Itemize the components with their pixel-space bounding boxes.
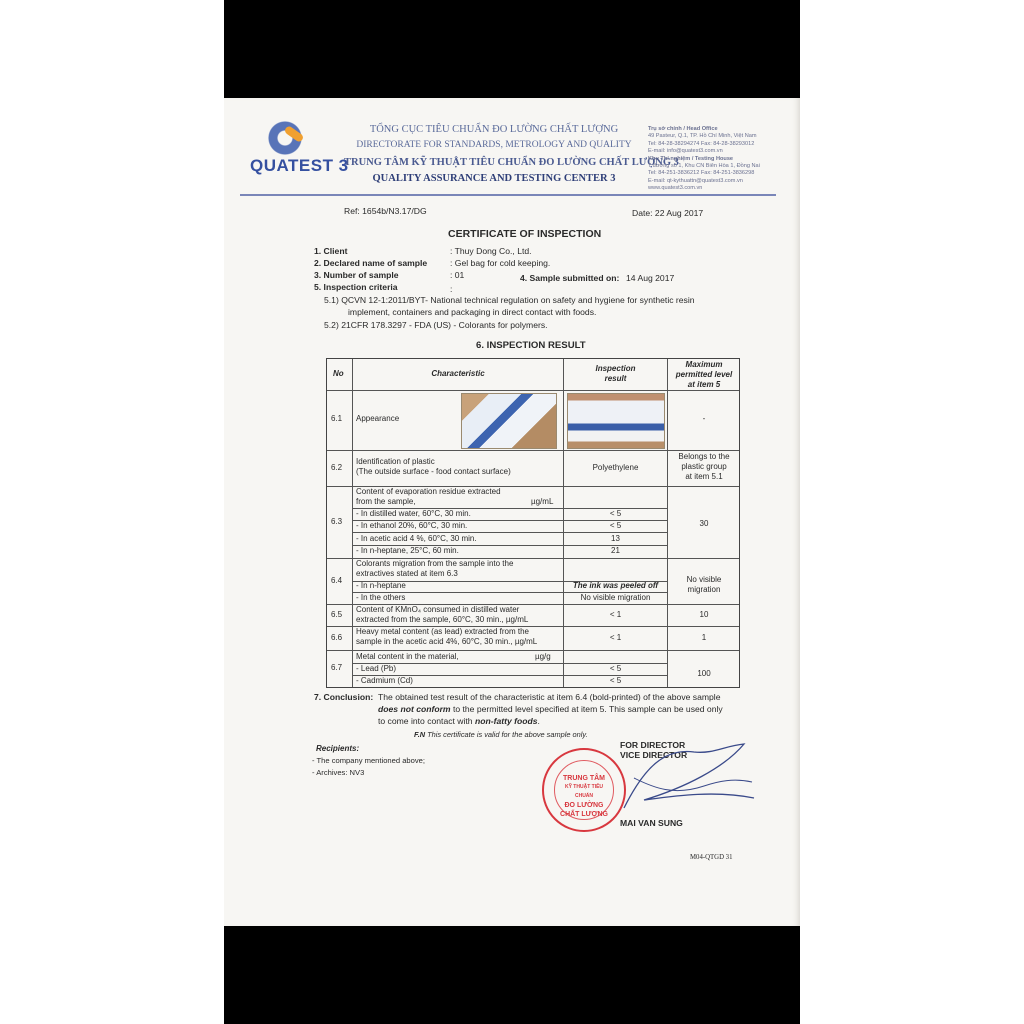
conclusion-label: 7. Conclusion: xyxy=(314,692,374,702)
inspection-result-title: 6. INSPECTION RESULT xyxy=(476,340,586,351)
row-6-3-val2: < 5 xyxy=(609,521,622,530)
header-address-block xyxy=(648,126,798,193)
row-6-5-char-line1: Content of KMnO₄ consumed in distilled water xyxy=(356,605,520,614)
recipient-item: - Archives: NV3 xyxy=(312,768,365,777)
row-6-5-char-line2: extracted from the sample, 60°C, 30 min., µg/mL xyxy=(356,615,529,624)
col-header-result-line1: Inspection xyxy=(595,364,636,373)
conclusion-line3-end: . xyxy=(537,716,540,726)
footnote-label: F.N xyxy=(414,730,426,739)
header-en-line2: QUALITY ASSURANCE AND TESTING CENTER 3 xyxy=(372,173,616,184)
col-header-max-line3: at item 5 xyxy=(687,380,721,389)
signatory-name: MAI VAN SUNG xyxy=(620,818,683,828)
col-header-result-line2: result xyxy=(604,374,627,383)
row-6-4-val2: No visible migration xyxy=(580,593,651,602)
row-6-3-val3: 13 xyxy=(611,534,620,543)
form-code: M04-QTGD 31 xyxy=(690,854,733,861)
row-6-4-sub2: - In the others xyxy=(356,593,406,602)
col-header-max-line1: Maximum xyxy=(685,360,723,369)
row-6-2-max-line2: plastic group xyxy=(681,462,727,471)
reference-number: Ref: 1654b/N3.17/DG xyxy=(344,206,427,216)
conclusion-non-fatty: non-fatty foods xyxy=(474,716,538,726)
address-line: 7 đường số 1, Khu CN Biên Hòa 1, Đồng Nai xyxy=(648,163,760,170)
criteria-5-1-line2: implement, containers and packaging in direct contact with foods. xyxy=(348,307,597,317)
row-6-3-sub1: - In distilled water, 60°C, 30 min. xyxy=(356,509,471,518)
sample-number-label: 3. Number of sample xyxy=(314,270,399,280)
recipients-title: Recipients: xyxy=(316,744,360,753)
inspection-result-table xyxy=(326,358,740,688)
criteria-5-1-line1: 5.1) QCVN 12-1:2011/BYT- National technical regulation on safety and hygiene for synthetic resin xyxy=(324,295,695,305)
row-6-2-no: 6.2 xyxy=(331,463,343,472)
row-6-1-no: 6.1 xyxy=(331,414,343,423)
table-subrow-divider xyxy=(352,532,667,533)
header-en-line1: DIRECTORATE FOR STANDARDS, METROLOGY AND QUALITY xyxy=(356,140,632,150)
col-header-max-line2: permitted level xyxy=(675,370,733,379)
header-divider xyxy=(240,194,776,196)
sample-photo-front xyxy=(461,393,557,449)
certificate-title: CERTIFICATE OF INSPECTION xyxy=(448,228,602,240)
top-black-bar xyxy=(224,0,800,98)
row-6-2-max-line3: at item 5.1 xyxy=(685,472,723,481)
row-6-6-result: < 1 xyxy=(609,633,622,642)
header-vn-line1: TỔNG CỤC TIÊU CHUẨN ĐO LƯỜNG CHẤT LƯỢNG xyxy=(369,124,619,135)
conclusion-line2-text: to the permitted level specified at item 5. This sample can be used only xyxy=(450,704,723,714)
row-6-2-char-line2: (The outside surface - food contact surface) xyxy=(356,467,511,476)
row-6-3-sub4: - In n-heptane, 25°C, 60 min. xyxy=(356,546,459,555)
logo-text: QUATEST 3 xyxy=(250,156,349,175)
conclusion-line3 xyxy=(378,716,540,726)
criteria-label: 5. Inspection criteria xyxy=(314,282,398,292)
signoff-line1: FOR DIRECTOR xyxy=(620,740,686,750)
conclusion-line1: The obtained test result of the characteristic at item 6.4 (bold-printed) of the above sample xyxy=(378,692,721,702)
address-line: E-mail: info@quatest3.com.vn xyxy=(648,148,723,155)
row-6-3-char-line1: Content of evaporation residue extracted xyxy=(356,487,501,496)
criteria-value: : xyxy=(450,284,453,294)
submitted-value: 14 Aug 2017 xyxy=(626,273,675,283)
row-6-1-characteristic: Appearance xyxy=(356,414,400,423)
row-6-5-max: 10 xyxy=(699,610,709,619)
row-6-4-char-line2: extractives stated at item 6.3 xyxy=(356,569,458,578)
row-6-7-char-line1: Metal content in the material, xyxy=(356,652,459,661)
sample-name-label: 2. Declared name of sample xyxy=(314,258,428,268)
recipient-item: - The company mentioned above; xyxy=(312,756,425,765)
table-col-divider xyxy=(352,359,353,687)
row-6-5-result: < 1 xyxy=(609,610,622,619)
row-6-7-sub1: - Lead (Pb) xyxy=(356,664,397,673)
row-6-3-sub2: - In ethanol 20%, 60°C, 30 min. xyxy=(356,521,468,530)
col-header-characteristic: Characteristic xyxy=(431,369,485,378)
row-6-5-no: 6.5 xyxy=(331,610,343,619)
bottom-black-bar xyxy=(224,926,800,1024)
conclusion-line3-text: to come into contact with xyxy=(378,716,475,726)
footnote-text: This certificate is valid for the above sample only. xyxy=(425,730,588,739)
row-6-4-char-line1: Colorants migration from the sample into the xyxy=(356,559,514,568)
col-header-no: No xyxy=(333,369,344,378)
row-6-7-no: 6.7 xyxy=(331,663,343,672)
row-6-6-max: 1 xyxy=(701,633,707,642)
row-6-3-val4: 21 xyxy=(611,546,620,555)
address-line: Tel: 84-28-38294274 Fax: 84-28-38293012 xyxy=(648,140,755,147)
address-line: Tel: 84-251-3836212 Fax: 84-251-3836298 xyxy=(648,170,755,177)
address-line: E-mail: qt-kythuattn@quatest3.com.vn xyxy=(648,177,743,184)
row-6-6-no: 6.6 xyxy=(331,633,343,642)
row-6-7-unit: µg/g xyxy=(535,652,551,661)
row-6-3-no: 6.3 xyxy=(331,517,343,526)
client-label: 1. Client xyxy=(314,246,348,256)
row-6-4-max-line2: migration xyxy=(687,585,721,594)
submitted-label: 4. Sample submitted on: xyxy=(520,273,620,283)
sample-number-value: : 01 xyxy=(450,270,465,280)
row-6-4-sub1: - In n-heptane xyxy=(356,581,406,590)
row-6-4-no: 6.4 xyxy=(331,576,343,585)
row-6-7-val2: < 5 xyxy=(609,676,622,685)
handwritten-signature xyxy=(604,738,764,818)
row-6-3-unit: µg/mL xyxy=(531,497,554,506)
row-6-3-char-line2: from the sample, xyxy=(356,497,416,506)
address-line: Khu Thí nghiệm / Testing House xyxy=(648,155,734,162)
row-6-7-sub2: - Cadmium (Cd) xyxy=(356,676,413,685)
row-6-4-val1: The ink was peeled off xyxy=(572,581,659,590)
row-6-3-max: 30 xyxy=(699,519,709,528)
conclusion-nonconform: does not conform xyxy=(378,704,451,714)
row-6-2-max-line1: Belongs to the xyxy=(678,452,730,461)
criteria-5-2: 5.2) 21CFR 178.3297 - FDA (US) - Colorants for polymers. xyxy=(324,320,548,330)
stamp-line: CHẤT LƯỢNG xyxy=(560,811,608,818)
row-6-2-char-line1: Identification of plastic xyxy=(356,457,435,466)
table-row-divider xyxy=(327,390,739,391)
header-vn-line2: TRUNG TÂM KỸ THUẬT TIÊU CHUẨN ĐO LƯỜNG CHẤT LƯỢNG 3 xyxy=(344,157,679,168)
row-6-6-char-line1: Heavy metal content (as lead) extracted from the xyxy=(356,627,529,636)
footnote xyxy=(414,730,588,739)
address-line: 49 Pasteur, Q.1, TP. Hồ Chí Minh, Việt Nam xyxy=(648,133,757,140)
stamp-line: ĐO LƯỜNG xyxy=(564,802,604,809)
address-line: Trụ sở chính / Head Office xyxy=(648,126,718,132)
stamp-line: KỸ THUẬT TIÊU CHUẨN xyxy=(564,784,604,799)
row-6-7-max: 100 xyxy=(697,669,711,678)
certificate-date: Date: 22 Aug 2017 xyxy=(632,208,704,218)
row-6-4-max-line1: No visible xyxy=(686,575,722,584)
client-value: : Thuy Dong Co., Ltd. xyxy=(450,246,532,256)
signoff-line2: VICE DIRECTOR xyxy=(620,750,688,760)
address-line: www.quatest3.com.vn xyxy=(648,185,703,192)
table-row-divider xyxy=(327,450,739,451)
row-6-2-result: Polyethylene xyxy=(592,463,639,472)
conclusion-line2 xyxy=(378,704,723,714)
stamp-line: TRUNG TÂM xyxy=(563,775,605,782)
sample-photo-back xyxy=(567,393,665,449)
row-6-7-val1: < 5 xyxy=(609,664,622,673)
table-row-divider xyxy=(327,650,739,651)
row-6-3-sub3: - In acetic acid 4 %, 60°C, 30 min. xyxy=(356,534,477,543)
sample-name-value: : Gel bag for cold keeping. xyxy=(450,258,551,268)
row-6-1-max: - xyxy=(702,414,706,423)
certificate-page xyxy=(224,98,800,926)
row-6-6-char-line2: sample in the acetic acid 4%, 60°C, 30 min., µg/mL xyxy=(356,637,538,646)
row-6-3-val1: < 5 xyxy=(609,509,622,518)
